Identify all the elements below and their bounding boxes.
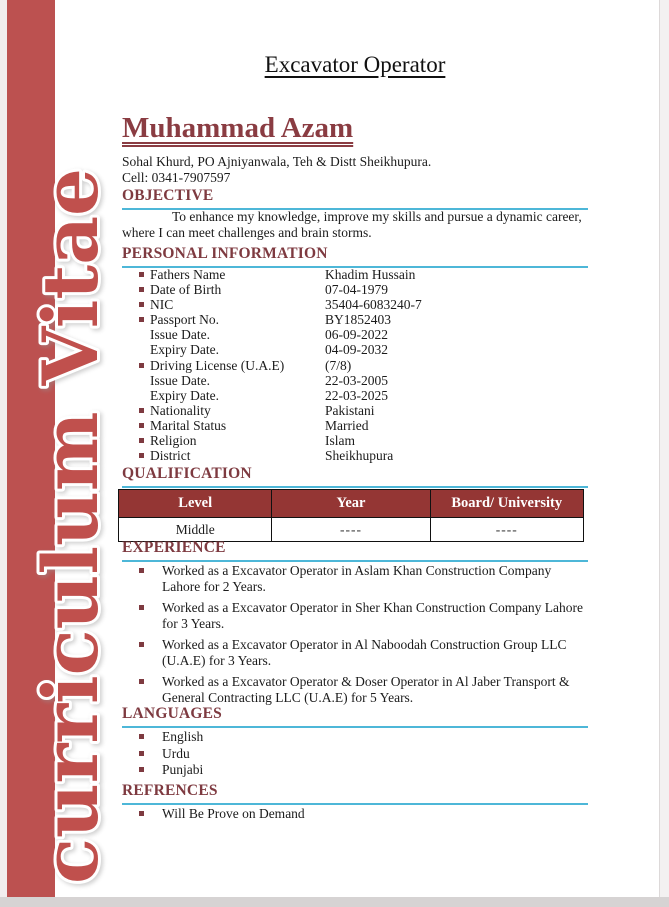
row-value: 22-03-2005 [325, 372, 388, 388]
row-label: Religion [150, 433, 197, 449]
row-value: 07-04-1979 [325, 282, 388, 298]
personal-info-row [122, 403, 588, 418]
square-bullet-icon [139, 767, 144, 772]
row-label: Passport No. [150, 312, 220, 328]
personal-info-row [122, 342, 588, 357]
personal-info-row [122, 312, 588, 327]
row-value: 22-03-2025 [325, 387, 388, 403]
row-value: 04-09-2032 [325, 342, 388, 358]
reference-item-text: Will Be Prove on Demand [162, 806, 305, 821]
square-bullet-icon [139, 287, 144, 292]
row-label: Expiry Date. [150, 387, 219, 403]
experience-item [122, 637, 588, 668]
row-value: (7/8) [325, 357, 352, 373]
square-bullet-icon [139, 642, 144, 647]
row-label: Marital Status [150, 417, 227, 433]
row-value: Islam [325, 433, 355, 449]
experience-item-text: Worked as a Excavator Operator in Aslam Khan Construction Company Lahore for 2 Years. [162, 563, 552, 594]
section-heading-qualification: QUALIFICATION [122, 465, 588, 488]
personal-info-row [122, 267, 588, 282]
personal-info-row [122, 433, 588, 448]
row-label: Date of Birth [150, 282, 222, 298]
row-label: Nationality [150, 402, 211, 418]
square-bullet-icon [139, 811, 144, 816]
experience-item [122, 674, 588, 705]
curriculum-vitae-vertical-text: curriculum Vitae [26, 161, 115, 884]
experience-item [122, 563, 588, 594]
row-value: Khadim Hussain [325, 267, 416, 282]
experience-list [122, 563, 588, 711]
personal-info-row [122, 373, 588, 388]
row-value: 35404-6083240-7 [325, 297, 422, 313]
square-bullet-icon [139, 605, 144, 610]
section-heading-references: REFRENCES [122, 782, 588, 805]
square-bullet-icon [139, 679, 144, 684]
square-bullet-icon [139, 423, 144, 428]
experience-item-text: Worked as a Excavator Operator & Doser Operator in Al Jaber Transport & General Contracting LLC (U.A.E) for 5 Years. [162, 674, 570, 705]
personal-info-row [122, 388, 588, 403]
square-bullet-icon [139, 272, 144, 277]
personal-info-row [122, 327, 588, 342]
cell-phone-line: Cell: 0341-7907597 [122, 170, 231, 185]
qualification-table [118, 489, 584, 542]
candidate-name: Muhammad Azam [122, 112, 354, 144]
language-item [122, 746, 588, 762]
row-label: Issue Date. [150, 327, 210, 343]
square-bullet-icon [139, 408, 144, 413]
row-label: Fathers Name [150, 267, 226, 282]
square-bullet-icon [139, 438, 144, 443]
reference-item [122, 806, 588, 822]
row-value: BY1852403 [325, 312, 392, 328]
square-bullet-icon [139, 453, 144, 458]
row-label: Issue Date. [150, 372, 210, 388]
square-bullet-icon [139, 363, 144, 368]
language-item [122, 729, 588, 745]
page-title: Excavator Operator [264, 52, 446, 77]
square-bullet-icon [139, 734, 144, 739]
personal-info-row [122, 448, 588, 463]
experience-item-text: Worked as a Excavator Operator in Sher Khan Construction Company Lahore for 3 Years. [162, 600, 584, 631]
languages-list [122, 729, 588, 779]
row-value: Married [325, 417, 369, 433]
square-bullet-icon [139, 317, 144, 322]
table-header-year: Year [272, 490, 430, 518]
section-heading-objective: OBJECTIVE [122, 187, 588, 210]
table-cell-board: ---- [430, 518, 583, 542]
row-value: Pakistani [325, 402, 375, 418]
row-label: NIC [150, 297, 174, 313]
table-header-level: Level [119, 490, 272, 518]
section-heading-experience: EXPERIENCE [122, 539, 588, 562]
curriculum-vitae-vertical-banner [0, 0, 140, 907]
table-header-row [119, 490, 584, 518]
section-heading-personal-information: PERSONAL INFORMATION [122, 245, 588, 268]
personal-info-row [122, 282, 588, 297]
language-item-text: English [162, 729, 204, 744]
row-value: Sheikhupura [325, 448, 394, 464]
row-value: 06-09-2022 [325, 327, 388, 343]
section-heading-languages: LANGUAGES [122, 705, 588, 728]
table-cell-level: Middle [119, 518, 272, 542]
square-bullet-icon [139, 751, 144, 756]
table-header-board-university: Board/ University [430, 490, 583, 518]
row-label: Expiry Date. [150, 342, 219, 358]
square-bullet-icon [139, 568, 144, 573]
personal-info-row [122, 358, 588, 373]
personal-info-row [122, 297, 588, 312]
experience-item [122, 600, 588, 631]
personal-information-list [122, 267, 588, 463]
language-item-text: Urdu [162, 745, 190, 761]
objective-text: To enhance my knowledge, improve my skills and pursue a dynamic career, where I can meet challenges and brain storms. [122, 209, 582, 240]
language-item [122, 762, 588, 778]
page-edge-right [659, 0, 669, 897]
square-bullet-icon [139, 302, 144, 307]
table-cell-year: ---- [272, 518, 430, 542]
row-label: Driving License (U.A.E) [150, 357, 285, 373]
table-row [119, 518, 584, 542]
row-label: District [150, 448, 191, 464]
language-item-text: Punjabi [162, 762, 204, 777]
experience-item-text: Worked as a Excavator Operator in Al Naboodah Construction Group LLC (U.A.E) for 3 Years. [162, 637, 567, 668]
cv-content [122, 0, 588, 907]
address-line: Sohal Khurd, PO Ajniyanwala, Teh & Distt Sheikhupura. [122, 154, 432, 169]
references-list [122, 806, 588, 823]
personal-info-row [122, 418, 588, 433]
